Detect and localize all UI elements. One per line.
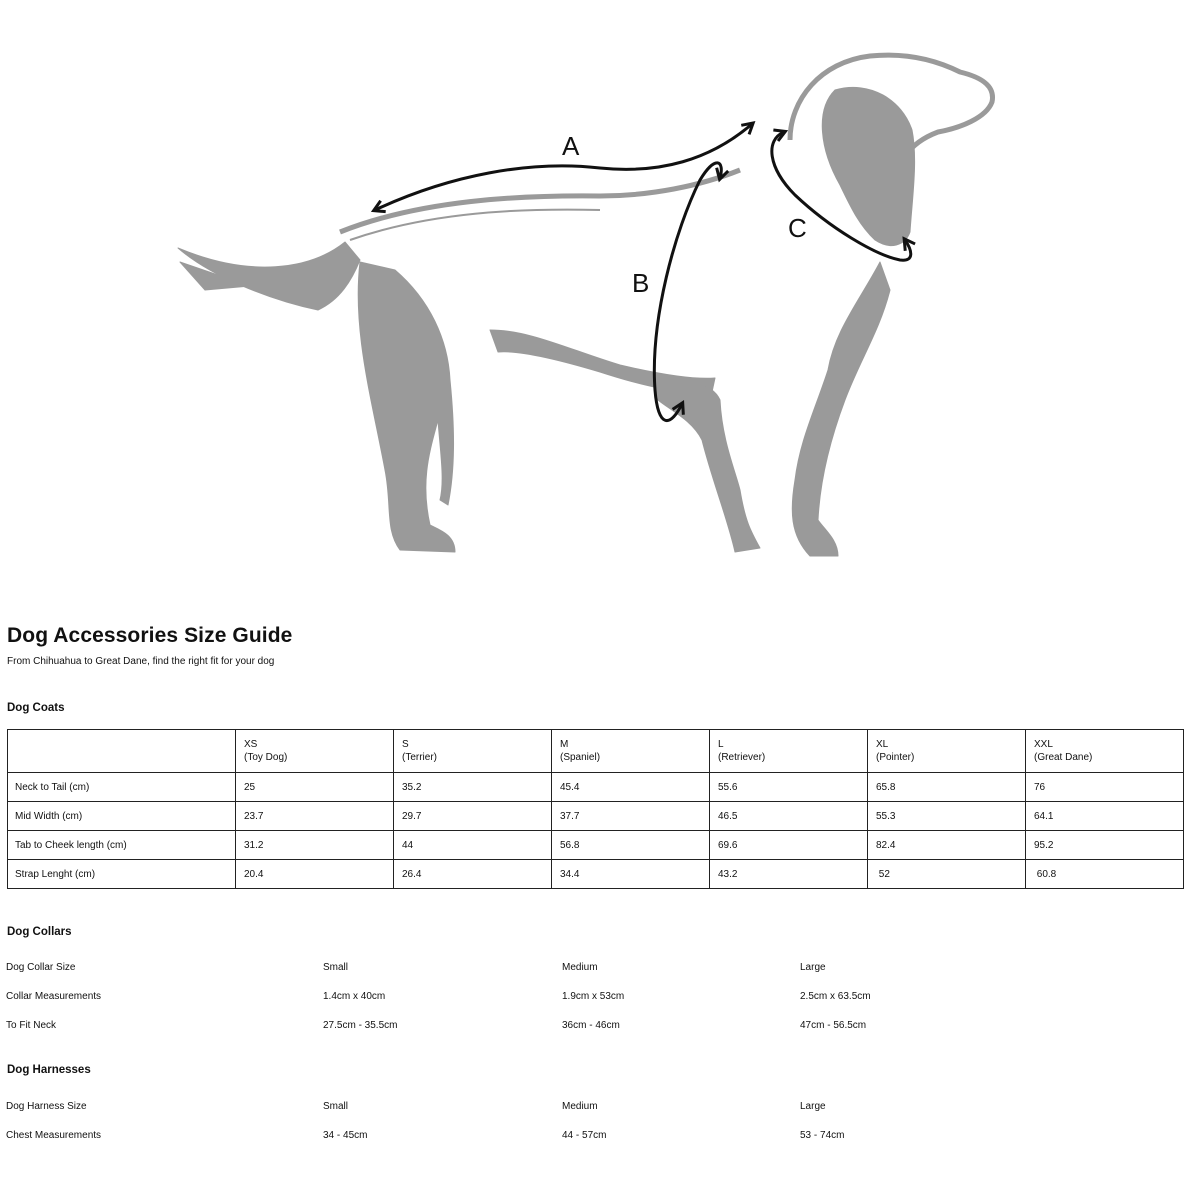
row-label: Mid Width (cm) — [8, 802, 236, 831]
collar-cell: Large — [800, 962, 826, 973]
table-cell: 25 — [236, 773, 394, 802]
table-header-row — [8, 730, 1184, 773]
table-cell: 60.8 — [1026, 860, 1184, 889]
table-cell: 31.2 — [236, 831, 394, 860]
table-header-cell: XXL (Great Dane) — [1026, 730, 1184, 773]
harness-cell: 53 - 74cm — [800, 1130, 845, 1141]
row-label: Tab to Cheek length (cm) — [8, 831, 236, 860]
collar-cell: 1.4cm x 40cm — [323, 991, 386, 1002]
table-header-cell: S (Terrier) — [394, 730, 552, 773]
page-title: Dog Accessories Size Guide — [7, 624, 293, 647]
row-label: To Fit Neck — [6, 1020, 57, 1031]
label-a: A — [562, 131, 580, 161]
table-row — [8, 773, 1184, 802]
table-cell: 55.3 — [868, 802, 1026, 831]
row-label: Chest Measurements — [6, 1130, 102, 1141]
harness-cell: Small — [323, 1101, 349, 1112]
table-cell: 52 — [868, 860, 1026, 889]
collar-cell: 36cm - 46cm — [562, 1020, 620, 1031]
collar-cell: 47cm - 56.5cm — [800, 1020, 867, 1031]
table-row — [8, 802, 1184, 831]
table-cell: 23.7 — [236, 802, 394, 831]
table-cell: 65.8 — [868, 773, 1026, 802]
collar-cell: 1.9cm x 53cm — [562, 991, 625, 1002]
table-header-empty — [8, 730, 236, 773]
table-cell: 69.6 — [710, 831, 868, 860]
table-cell: 37.7 — [552, 802, 710, 831]
table-cell: 56.8 — [552, 831, 710, 860]
table-cell: 35.2 — [394, 773, 552, 802]
dog-silhouette — [178, 55, 993, 556]
collars-section-title: Dog Collars — [7, 926, 72, 938]
row-label: Strap Lenght (cm) — [8, 860, 236, 889]
table-cell: 45.4 — [552, 773, 710, 802]
row-label: Dog Harness Size — [6, 1101, 87, 1112]
label-b: B — [632, 268, 650, 298]
collar-cell: 2.5cm x 63.5cm — [800, 991, 871, 1002]
table-cell: 43.2 — [710, 860, 868, 889]
harness-cell: Large — [800, 1101, 826, 1112]
table-cell: 44 — [394, 831, 552, 860]
collar-cell: 27.5cm - 35.5cm — [323, 1020, 398, 1031]
table-cell: 26.4 — [394, 860, 552, 889]
table-cell: 34.4 — [552, 860, 710, 889]
table-header-cell: L (Retriever) — [710, 730, 868, 773]
row-label: Dog Collar Size — [6, 962, 76, 973]
harness-cell: Medium — [562, 1101, 598, 1112]
row-label: Collar Measurements — [6, 991, 102, 1002]
table-row — [8, 860, 1184, 889]
table-cell: 55.6 — [710, 773, 868, 802]
table-header-cell: XS (Toy Dog) — [236, 730, 394, 773]
table-cell: 95.2 — [1026, 831, 1184, 860]
harness-cell: 44 - 57cm — [562, 1130, 607, 1141]
table-cell: 20.4 — [236, 860, 394, 889]
row-label: Neck to Tail (cm) — [8, 773, 236, 802]
table-cell: 82.4 — [868, 831, 1026, 860]
table-row — [8, 831, 1184, 860]
collar-cell: Small — [323, 962, 349, 973]
table-cell: 46.5 — [710, 802, 868, 831]
table-header-cell: M (Spaniel) — [552, 730, 710, 773]
table-cell: 76 — [1026, 773, 1184, 802]
table-header-cell: XL (Pointer) — [868, 730, 1026, 773]
table-cell: 64.1 — [1026, 802, 1184, 831]
collar-cell: Medium — [562, 962, 598, 973]
label-c: C — [788, 213, 807, 243]
page-subtitle: From Chihuahua to Great Dane, find the right fit for your dog — [7, 656, 275, 667]
harnesses-section-title: Dog Harnesses — [7, 1064, 91, 1076]
coats-section-title: Dog Coats — [7, 702, 65, 714]
harness-cell: 34 - 45cm — [323, 1130, 368, 1141]
coats-size-table — [7, 729, 1184, 889]
table-cell: 29.7 — [394, 802, 552, 831]
